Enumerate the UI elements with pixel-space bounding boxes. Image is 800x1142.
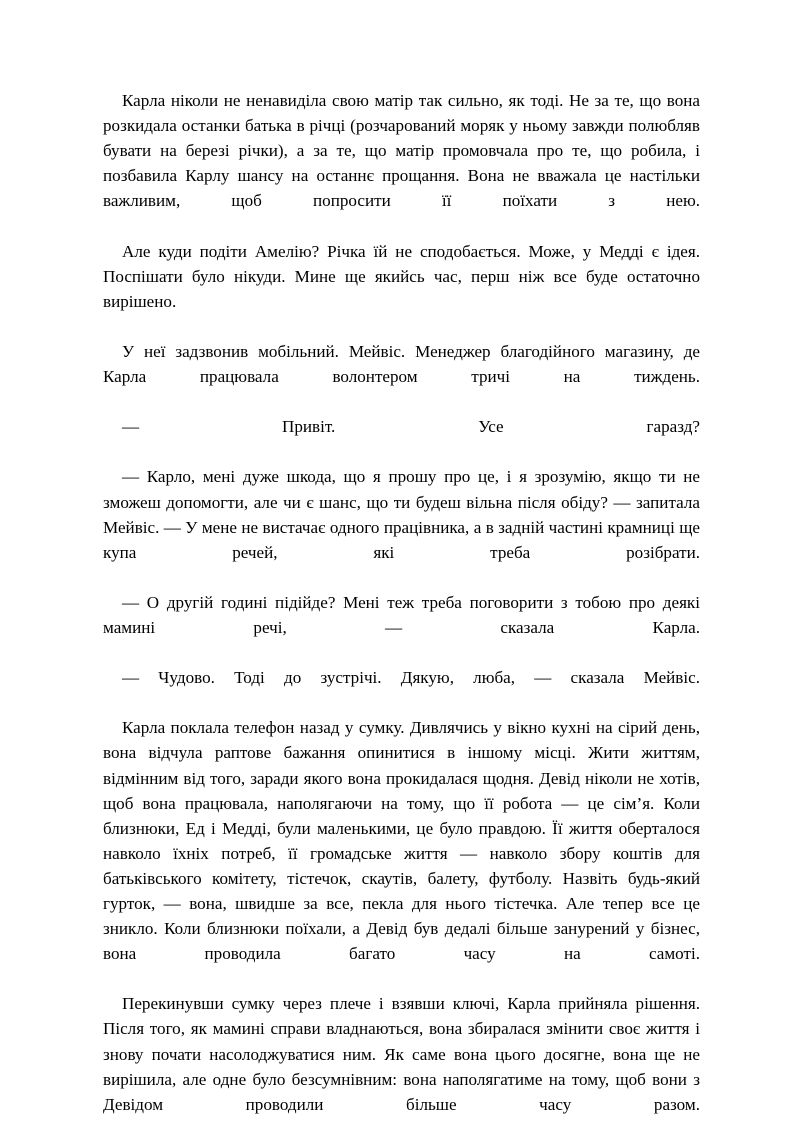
paragraph: Карла поклала телефон назад у сумку. Дивлячись у вікно кухні на сірий день, вона відчула раптове бажання опинитися в іншому місці. Жити життям, відмінним від того, заради якого вона прокидалася щодня. Девід ніколи не хотів, щоб вона працювала, наполягаючи на тому, що її робота — це сім’я. Коли близнюки, Ед і Медді, були маленькими, це було правдою. Її життя оберталося навколо їхніх потреб, її громадське життя — навколо збору коштів для батьківського комітету, тістечок, скаутів, балету, футболу. Назвіть будь-який гурток, — вона, швидше за все, пекла для нього тістечка. Але тепер все це зникло. Коли близнюки поїхали, а Девід був дедалі більше занурений у бізнес, вона проводила багато часу на самоті. xyxy=(103,718,700,964)
paragraph: Перекинувши сумку через плече і взявши ключі, Карла прийняла рішення. Після того, як мамині справи владнаються, вона збиралася змінити своє життя і знову почати насолоджуватися ним. Як саме вона цього досягне, вона ще не вирішила, але одне було безсумнівним: вона наполягатиме на тому, щоб вони з Девідом проводили більше часу разом. xyxy=(103,994,700,1114)
paragraph: Карла ніколи не ненавиділа свою матір так сильно, як тоді. Не за те, що вона розкидала останки батька в річці (розчарований моряк у ньому завжди полюбляв бувати на березі річки), а за те, що матір промовчала про те, що робила, і позбавила Карлу шансу на останнє прощання. Вона не вважала це настільки важливим, щоб попросити її поїхати з нею. xyxy=(103,91,700,211)
dialogue-paragraph: — Привіт. Усе гаразд? xyxy=(122,417,700,437)
dialogue-paragraph: — О другій годині підійде? Мені теж треба поговорити з тобою про деякі мамині речі, — сказала Карла. xyxy=(103,592,700,637)
dialogue-paragraph: — Чудово. Тоді до зустрічі. Дякую, люба, — сказала Мейвіс. xyxy=(122,668,700,688)
dialogue-paragraph: — Карло, мені дуже шкода, що я прошу про це, і я зрозумію, якщо ти не зможеш допомогти, але чи є шанс, що ти будеш вільна після обіду? — запитала Мейвіс. — У мене не вистачає одного працівника, а в задній частині крамниці ще купа речей, які треба розібрати. xyxy=(103,467,700,562)
body-text-column xyxy=(103,88,700,1142)
paragraph: Але куди подіти Амелію? Річка їй не сподобається. Може, у Медді є ідея. Поспішати було нікуди. Мине ще якийсь час, перш ніж все буде остаточно вирішено. xyxy=(103,241,700,311)
paragraph: У неї задзвонив мобільний. Мейвіс. Менеджер благодійного магазину, де Карла працювала волонтером тричі на тиждень. xyxy=(103,341,700,387)
